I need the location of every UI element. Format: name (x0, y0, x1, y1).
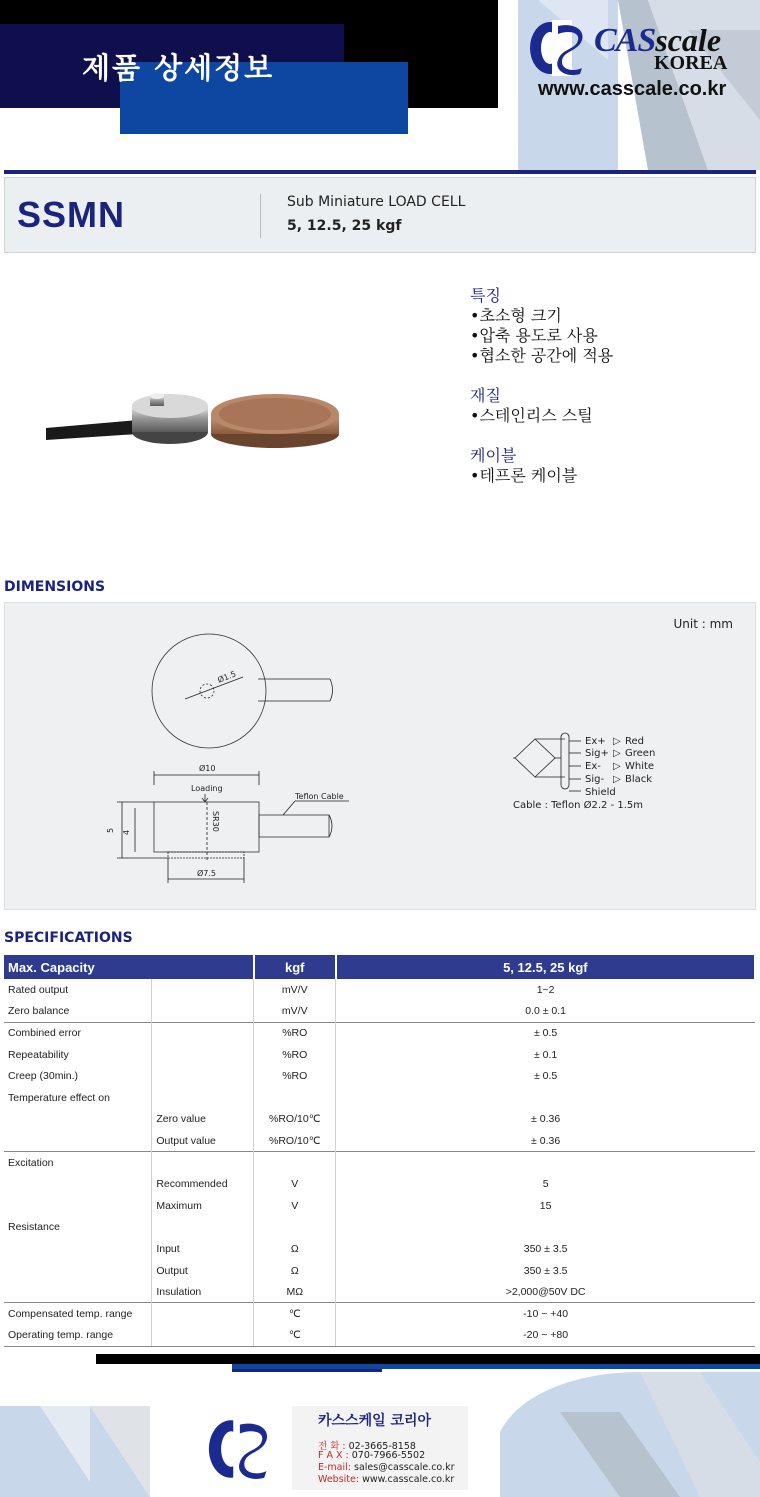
product-capacities: 5, 12.5, 25 kgf (287, 218, 402, 234)
title-divider (260, 194, 261, 238)
header-website[interactable]: www.casscale.co.kr (538, 78, 727, 100)
spec-sublabel: Recommended (152, 1173, 254, 1195)
spec-sublabel: Maximum (152, 1195, 254, 1217)
spec-sublabel (152, 1001, 254, 1023)
spec-value: 350 ± 3.5 (336, 1260, 755, 1282)
feature-item: •테프론 케이블 (470, 466, 578, 485)
spec-value: ± 0.36 (336, 1130, 755, 1152)
feature-item: •협소한 공간에 적용 (470, 346, 614, 365)
wire-signal: Sig- (585, 774, 605, 785)
spec-unit: V (254, 1195, 336, 1217)
triangle-icon: ▷ (613, 761, 621, 772)
spec-sublabel: Input (152, 1238, 254, 1260)
spec-value: 350 ± 3.5 (336, 1238, 755, 1260)
spec-unit: mV/V (254, 979, 336, 1001)
label-height-inner: 4 (122, 829, 131, 835)
spec-unit: %RO (254, 1065, 336, 1087)
spec-sublabel (152, 1065, 254, 1087)
feature-group-characteristics (470, 286, 613, 366)
spec-row (4, 1065, 755, 1087)
spec-sublabel: Output (152, 1260, 254, 1282)
feature-group-cable (470, 446, 613, 486)
brand-korea: KOREA (654, 52, 728, 74)
wire-signal: Ex+ (585, 736, 606, 747)
spec-value: ± 0.36 (336, 1109, 755, 1131)
spec-sublabel (152, 1152, 254, 1174)
brand-wordmark: CASscale (594, 22, 722, 59)
spec-sublabel: Insulation (152, 1281, 254, 1303)
label-height-outer: 5 (106, 827, 115, 833)
spec-label (4, 1173, 152, 1195)
spec-unit: %RO (254, 1022, 336, 1044)
contact-fax: F A X : 070-7966-5502 (318, 1450, 426, 1461)
model-name: SSMN (17, 194, 126, 235)
spec-header-capacity: Max. Capacity (4, 955, 254, 979)
spec-row (4, 1325, 755, 1347)
spec-label (4, 1195, 152, 1217)
feature-group-material (470, 386, 613, 426)
spec-header-value: 5, 12.5, 25 kgf (336, 955, 755, 979)
spec-unit: Ω (254, 1238, 336, 1260)
label-top-width: Ø10 (199, 764, 216, 773)
spec-row (4, 1152, 755, 1174)
spec-label (4, 1260, 152, 1282)
triangle-icon: ▷ (613, 736, 621, 747)
company-name: 카스스케일 코리아 (318, 1413, 432, 1429)
dimension-drawing (5, 603, 757, 911)
feature-heading: 재질 (470, 386, 501, 405)
spec-row (4, 979, 755, 1001)
spec-value (336, 1217, 755, 1239)
spec-label: Rated output (8, 983, 69, 996)
spec-unit (254, 1087, 336, 1109)
page-title: 제품 상세정보 (82, 51, 275, 85)
label-cable: Teflon Cable (295, 792, 344, 801)
spec-unit: %RO/10℃ (254, 1109, 336, 1131)
spec-label (4, 1281, 152, 1303)
spec-label: Temperature effect on (8, 1091, 110, 1104)
wire-signal: Sig+ (585, 748, 609, 759)
dimensions-title: DIMENSIONS (4, 579, 106, 595)
spec-sublabel (152, 1087, 254, 1109)
spec-row (4, 1130, 755, 1152)
spec-unit (254, 1217, 336, 1239)
spec-unit: V (254, 1173, 336, 1195)
product-title-bar (4, 177, 756, 253)
unit-label: Unit : mm (673, 617, 733, 631)
spec-sublabel (152, 1022, 254, 1044)
features-list (470, 286, 613, 506)
feature-heading: 케이블 (470, 446, 517, 465)
spec-sublabel (152, 1303, 254, 1325)
spec-label: Compensated temp. range (4, 1303, 152, 1325)
page-header (0, 0, 760, 170)
specifications-title: SPECIFICATIONS (4, 930, 133, 946)
spec-value: 5 (336, 1173, 755, 1195)
spec-unit: Ω (254, 1260, 336, 1282)
spec-label: Combined error (4, 1022, 152, 1044)
specifications-table (4, 955, 756, 1347)
product-subtitle: Sub Miniature LOAD CELL (287, 194, 466, 210)
spec-label: Operating temp. range (4, 1325, 152, 1347)
spec-row (4, 1173, 755, 1195)
contact-phone: 전 화 : 02-3665-8158 (318, 1441, 416, 1452)
cable-note: Cable : Teflon Ø2.2 - 1.5m (513, 800, 643, 811)
feature-item: •압축 용도로 사용 (470, 326, 598, 345)
spec-unit: ℃ (254, 1303, 336, 1325)
spec-row (4, 1195, 755, 1217)
contact-website[interactable]: Website: www.casscale.co.kr (318, 1474, 455, 1485)
spec-sublabel: Zero value (152, 1109, 254, 1131)
wire-color: Black (625, 774, 653, 785)
spec-value: >2,000@50V DC (336, 1281, 755, 1303)
triangle-icon: ▷ (613, 748, 621, 759)
spec-unit (254, 1152, 336, 1174)
spec-label: Zero balance (8, 1005, 70, 1018)
spec-label: Excitation (4, 1152, 152, 1174)
label-loading: Loading (191, 784, 223, 793)
wire-color: Green (625, 748, 656, 759)
spec-row (4, 1044, 755, 1066)
spec-unit: MΩ (254, 1281, 336, 1303)
header-divider (4, 170, 756, 174)
spec-row (4, 1087, 755, 1109)
spec-label (4, 1130, 152, 1152)
spec-unit: mV/V (254, 1001, 336, 1023)
wire-shield: Shield (585, 787, 616, 798)
product-photo (40, 370, 360, 470)
spec-value: -20 ~ +80 (336, 1325, 755, 1347)
feature-item: •스테인리스 스틸 (470, 406, 593, 425)
spec-row (4, 1260, 755, 1282)
spec-value: 15 (336, 1195, 755, 1217)
spec-label (4, 1109, 152, 1131)
spec-row (4, 1281, 755, 1303)
spec-header-row (4, 955, 755, 979)
spec-sublabel (152, 1044, 254, 1066)
spec-value: 1~2 (336, 979, 755, 1001)
spec-row (4, 1022, 755, 1044)
contact-email[interactable]: E-mail: sales@casscale.co.kr (318, 1462, 455, 1473)
spec-value: 0.0 ± 0.1 (336, 1001, 755, 1023)
wire-color: Red (625, 736, 644, 747)
triangle-icon: ▷ (613, 774, 621, 785)
dimensions-panel (4, 602, 756, 910)
spec-row (4, 1109, 755, 1131)
cas-logo-icon (206, 1418, 276, 1480)
spec-sublabel (152, 979, 254, 1001)
spec-label (4, 1238, 152, 1260)
spec-row (4, 1001, 755, 1023)
spec-value (336, 1087, 755, 1109)
feature-heading: 특징 (470, 286, 501, 305)
spec-label: Creep (30min.) (8, 1070, 79, 1083)
spec-value: -10 ~ +40 (336, 1303, 755, 1325)
spec-row (4, 1303, 755, 1325)
contact-card (292, 1406, 468, 1490)
spec-value: ± 0.5 (336, 1065, 755, 1087)
spec-label: Repeatability (8, 1048, 69, 1061)
spec-value: ± 0.1 (336, 1044, 755, 1066)
spec-value: ± 0.5 (336, 1022, 755, 1044)
spec-sublabel (152, 1217, 254, 1239)
label-bottom-width: Ø7.5 (197, 869, 217, 878)
feature-item: •초소형 크기 (470, 306, 562, 325)
spec-unit: %RO (254, 1044, 336, 1066)
spec-value (336, 1152, 755, 1174)
wire-signal: Ex- (585, 761, 601, 772)
footer-bar-black (96, 1354, 760, 1364)
spec-label: Resistance (8, 1221, 60, 1234)
spec-row (4, 1238, 755, 1260)
label-sr: SR30 (211, 811, 220, 832)
label-hole: Ø1.5 (216, 669, 238, 685)
spec-unit: ℃ (254, 1325, 336, 1347)
spec-sublabel: Output value (152, 1130, 254, 1152)
spec-header-unit: kgf (254, 955, 336, 979)
wire-color: White (625, 761, 655, 772)
spec-unit: %RO/10℃ (254, 1130, 336, 1152)
spec-row (4, 1217, 755, 1239)
spec-sublabel (152, 1325, 254, 1347)
cas-logo-icon (528, 20, 590, 76)
